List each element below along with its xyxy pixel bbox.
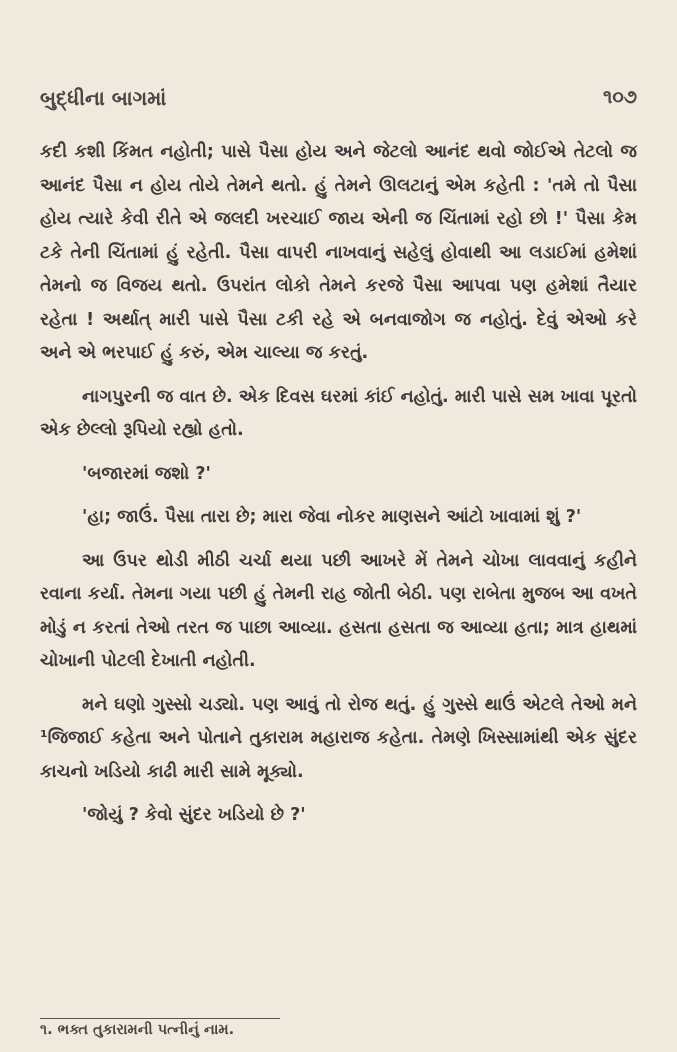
body-text — [40, 136, 637, 843]
footnote: ૧. ભક્ત તુકારામની પત્નીનું નામ. — [40, 1022, 235, 1038]
page-header — [40, 86, 637, 116]
paragraph: કદી કશી કિંમત નહોતી; પાસે પૈસા હોય અને જેટલો આનંદ થવો જોઈએ તેટલો જ આનંદ પૈસા ન હોય તોયે તેમને થતો. હું તેમને ઊલટાનું એમ કહેતી : 'તમે તો પૈસા હોય ત્યારે કેવી રીતે એ જલદી ખરચાઈ જાય એની જ ચિંતામાં રહો છો !' પૈસા કેમ ટકે તેની ચિંતામાં હું રહેતી. પૈસા વાપરી નાખવાનું સહેલું હોવાથી આ લડાઈમાં હમેશાં તેમનો જ વિજય થતો. ઉપરાંત લોકો તેમને કરજે પૈસા આપવા પણ હમેશાં તૈયાર રહેતા ! અર્થાત્ મારી પાસે પૈસા ટકી રહે એ બનવાજોગ જ નહોતું. દેવું એઓ કરે અને એ ભરપાઈ હું કરું, એમ ચાલ્યા જ કરતું. — [40, 142, 637, 363]
paragraph: મને ઘણો ગુસ્સો ચડ્યો. પણ આવું તો રોજ થતું. હું ગુસ્સે થાઉં એટલે તેઓ મને ¹જિજાઈ કહેતા અને પોતાને તુકારામ મહારાજ કહેતા. તેમણે ખિસ્સામાંથી એક સુંદર કાચનો ખડિયો કાઢી મારી સામે મૂક્યો. — [40, 694, 637, 782]
dialogue-line: 'હા; જાઉં. પૈસા તારા છે; મારા જેવા નોકર માણસને આંટો ખાવામાં શું ?' — [82, 507, 582, 527]
page-number: ૧૦૭ — [603, 86, 637, 108]
footnote-divider — [40, 1018, 280, 1019]
paragraph: નાગપુરની જ વાત છે. એક દિવસ ઘરમાં કાંઈ નહોતું. મારી પાસે સમ ખાવા પૂરતો એક છેલ્લો રૂપિયો રહ્યો હતો. — [40, 386, 637, 440]
dialogue-line: 'જોયું ? કેવો સુંદર ખડિયો છે ?' — [82, 805, 306, 825]
paragraph: આ ઉપર થોડી મીઠી ચર્ચા થયા પછી આખરે મેં તેમને ચોખા લાવવાનું કહીને રવાના કર્યા. તેમના ગયા પછી હું તેમની રાહ જોતી બેઠી. પણ રાબેતા મુજબ આ વખતે મોડું ન કરતાં તેઓ તરત જ પાછા આવ્યા. હસતા હસતા જ આવ્યા હતા; માત્ર હાથમાં ચોખાની પોટલી દેખાતી નહોતી. — [40, 550, 637, 671]
dialogue-line: 'બજારમાં જશો ?' — [82, 463, 211, 484]
running-title: બુદ્ધીના બાગમાં — [40, 86, 167, 110]
